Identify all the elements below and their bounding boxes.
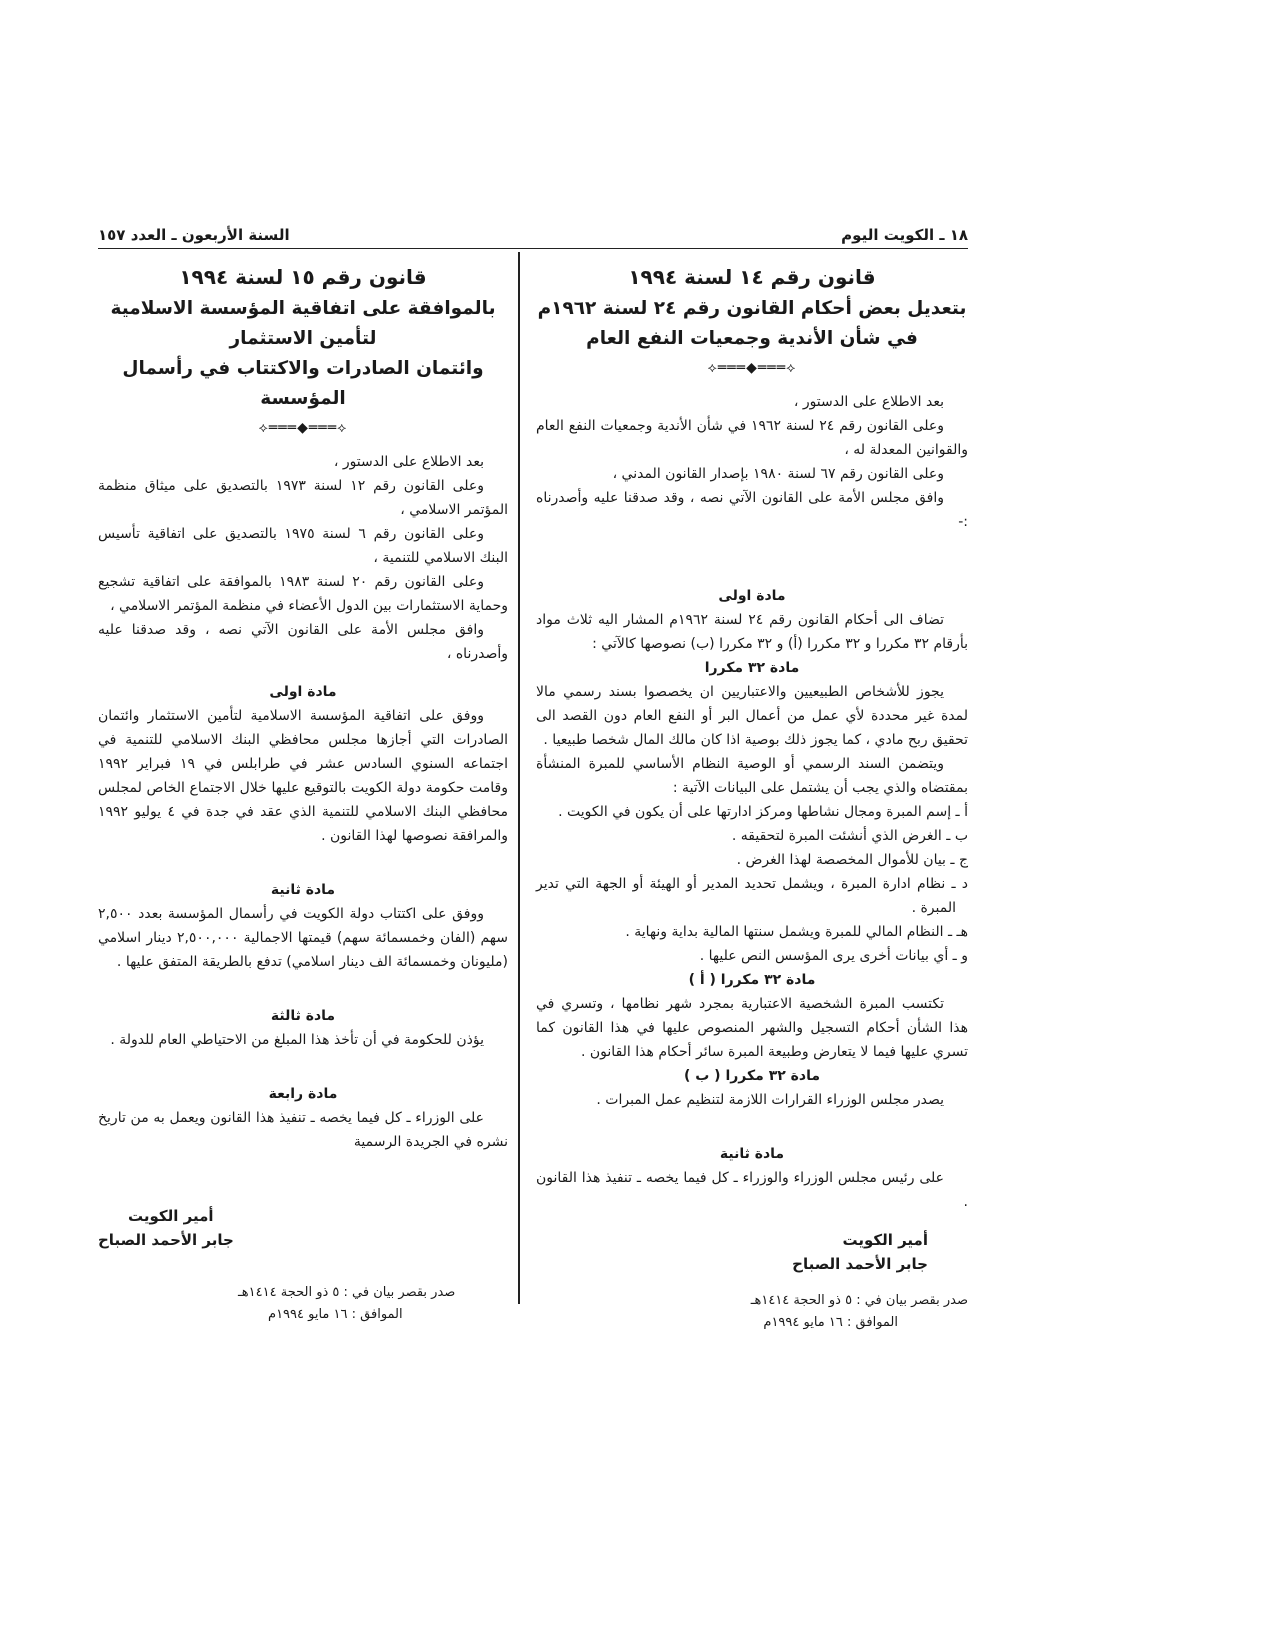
law-14-art32-heading: مادة ٣٢ مكررا <box>704 660 800 676</box>
header-issue-label: السنة الأربعون ـ العدد ١٥٧ <box>98 226 290 244</box>
law-14-title: قانون رقم ١٤ لسنة ١٩٩٤ <box>628 265 876 289</box>
law-15-issued-date: صدر بقصر بيان في : ٥ ذو الحجة ١٤١٤هـ <box>238 1285 456 1300</box>
law-15-signature-title: أمير الكويت <box>128 1207 214 1225</box>
law-15-article2-heading: مادة ثانية <box>270 882 336 898</box>
law-14-art32b-text: يصدر مجلس الوزراء القرارات اللازمة لتنظيم عمل المبرات . <box>596 1092 944 1108</box>
law-14-art32-p1: يجوز للأشخاص الطبيعيين والاعتباريين ان يخصصوا بسند رسمي مالا لمدة غير محددة لأي عمل من أعمال البر أو النفع العام دون القصد الى تحقيق ربح مادي ، كما يجوز ذلك بوصية اذا كان مالك المال شخصا طبيعيا . <box>536 684 968 748</box>
law-15-article3-text: يؤذن للحكومة في أن تأخذ هذا المبلغ من الاحتياطي العام للدولة . <box>110 1032 484 1048</box>
law-14-issued-greg: الموافق : ١٦ مايو ١٩٩٤م <box>763 1315 898 1330</box>
law-14-column <box>536 262 968 1334</box>
law-14-art32-p2: ويتضمن السند الرسمي أو الوصية النظام الأساسي للمبرة المنشأة بمقتضاه والذي يجب أن يشتمل على البيانات الآتية : <box>536 756 968 796</box>
law-14-art32a-heading: مادة ٣٢ مكررا ( أ ) <box>688 972 816 988</box>
law-14-article1-text: تضاف الى أحكام القانون رقم ٢٤ لسنة ١٩٦٢م المشار اليه ثلاث مواد بأرقام ٣٢ مكررا و ٣٢ مكررا (أ) و ٣٢ مكررا (ب) نصوصها كالآتي : <box>536 612 968 652</box>
law-14-preamble-4: وافق مجلس الأمة على القانون الآتي نصه ، وقد صدقنا عليه وأصدرناه :- <box>536 490 968 530</box>
ornament-divider: ⟡═══◆═══⟡ <box>258 420 348 436</box>
law-14-article2-text: على رئيس مجلس الوزراء والوزراء ـ كل فيما يخصه ـ تنفيذ هذا القانون . <box>536 1170 968 1210</box>
law-15-article3-heading: مادة ثالثة <box>270 1008 336 1024</box>
law-14-article1-heading: مادة اولى <box>718 588 786 604</box>
law-14-subtitle-line2: في شأن الأندية وجمعيات النفع العام <box>586 328 918 349</box>
law-14-preamble-3: وعلى القانون رقم ٦٧ لسنة ١٩٨٠ بإصدار القانون المدني ، <box>612 466 944 482</box>
running-header <box>98 226 968 249</box>
law-15-article4-heading: مادة رابعة <box>268 1086 338 1102</box>
law-15-preamble-4: وعلى القانون رقم ٢٠ لسنة ١٩٨٣ بالموافقة على اتفاقية تشجيع وحماية الاستثمارات بين الدول الأعضاء في منظمة المؤتمر الاسلامي ، <box>98 574 508 614</box>
law-14-art32-item-d: د ـ نظام ادارة المبرة ، ويشمل تحديد المدير أو الهيئة أو الجهة التي تدير المبرة . <box>536 876 968 916</box>
law-14-preamble-1: بعد الاطلاع على الدستور ، <box>793 394 944 410</box>
law-14-preamble-2: وعلى القانون رقم ٢٤ لسنة ١٩٦٢ في شأن الأندية وجمعيات النفع العام والقوانين المعدلة له ، <box>536 418 968 458</box>
law-15-column <box>98 262 508 1326</box>
law-14-art32b-heading: مادة ٣٢ مكررا ( ب ) <box>683 1068 821 1084</box>
law-15-signature-name: جابر الأحمد الصباح <box>98 1231 234 1249</box>
law-15-article1-heading: مادة اولى <box>269 684 337 700</box>
law-14-art32-item-a: أ ـ إسم المبرة ومجال نشاطها ومركز ادارتها على أن يكون في الكويت . <box>558 804 968 820</box>
law-14-signature-name: جابر الأحمد الصباح <box>792 1255 928 1273</box>
law-15-title: قانون رقم ١٥ لسنة ١٩٩٤ <box>179 265 427 289</box>
law-14-article2-heading: مادة ثانية <box>719 1146 785 1162</box>
law-15-preamble-1: بعد الاطلاع على الدستور ، <box>333 454 484 470</box>
law-15-article1-text: ووفق على اتفاقية المؤسسة الاسلامية لتأمين الاستثمار وائتمان الصادرات التي أجازها مجلس محافظي البنك الاسلامي للتنمية في اجتماعه السنوي السادس عشر في طرابلس في ١٩ فبراير ١٩٩٢ وقامت حكومة دولة الكويت بالتوقيع عليها خلال الاجتماع الخاص لمجلس محافظي البنك الاسلامي للتنمية الذي عقد في جدة في ٤ يوليو ١٩٩٢ والمرافقة نصوصها لهذا القانون . <box>98 708 508 844</box>
law-15-subtitle-line1: بالموافقة على اتفاقية المؤسسة الاسلامية لتأمين الاستثمار <box>110 298 496 349</box>
law-15-article4-text: على الوزراء ـ كل فيما يخصه ـ تنفيذ هذا القانون ويعمل به من تاريخ نشره في الجريدة الرسمية <box>98 1110 508 1150</box>
law-14-art32-item-f: و ـ أي بيانات أخرى يرى المؤسس النص عليها . <box>699 948 968 964</box>
law-14-subtitle-line1: بتعديل بعض أحكام القانون رقم ٢٤ لسنة ١٩٦٢م <box>537 298 967 319</box>
law-14-signature-title: أمير الكويت <box>842 1231 928 1249</box>
law-14-art32a-text: تكتسب المبرة الشخصية الاعتبارية بمجرد شهر نظامها ، وتسري في هذا الشأن أحكام التسجيل والشهر المنصوص عليها في هذا القانون كما تسري عليها فيما لا يتعارض وطبيعة المبرة سائر أحكام هذا القانون . <box>536 996 968 1060</box>
law-14-issued-date: صدر بقصر بيان في : ٥ ذو الحجة ١٤١٤هـ <box>750 1293 968 1308</box>
law-15-preamble-5: وافق مجلس الأمة على القانون الآتي نصه ، وقد صدقنا عليه وأصدرناه ، <box>98 622 508 662</box>
law-15-preamble-2: وعلى القانون رقم ١٢ لسنة ١٩٧٣ بالتصديق على ميثاق منظمة المؤتمر الاسلامي ، <box>98 478 508 518</box>
law-15-article2-text: ووفق على اكتتاب دولة الكويت في رأسمال المؤسسة بعدد ٢,٥٠٠ سهم (الفان وخمسمائة سهم) قيمتها الاجمالية ٢,٥٠٠,٠٠٠ دينار اسلامي (مليونان وخمسمائة الف دينار اسلامي) تدفع بالطريقة المتفق عليها . <box>98 906 508 970</box>
ornament-divider: ⟡═══◆═══⟡ <box>707 360 797 376</box>
law-14-art32-item-c: ج ـ بيان للأموال المخصصة لهذا الغرض . <box>736 852 968 868</box>
column-divider <box>518 252 520 1304</box>
law-14-art32-item-b: ب ـ الغرض الذي أنشئت المبرة لتحقيقه . <box>731 828 968 844</box>
law-14-art32-item-e: هـ ـ النظام المالي للمبرة ويشمل سنتها المالية بداية ونهاية . <box>625 924 968 940</box>
header-page-label: ١٨ ـ الكويت اليوم <box>841 226 968 244</box>
law-15-subtitle-line2: وائتمان الصادرات والاكتتاب في رأسمال المؤسسة <box>122 358 484 409</box>
law-15-issued-greg: الموافق : ١٦ مايو ١٩٩٤م <box>268 1307 403 1322</box>
law-15-preamble-3: وعلى القانون رقم ٦ لسنة ١٩٧٥ بالتصديق على اتفاقية تأسيس البنك الاسلامي للتنمية ، <box>98 526 508 566</box>
